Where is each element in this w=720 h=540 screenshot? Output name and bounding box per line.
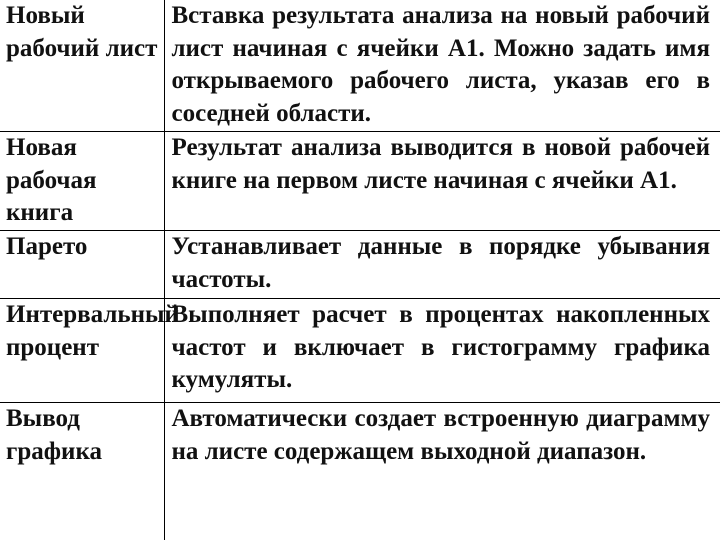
option-name: Интервальный процент [0,299,164,403]
option-name: Вывод графика [0,403,164,540]
option-description: Вставка результата анализа на новый рабочий лист начиная с ячейки А1. Можно задать имя открываемого рабочего листа, указав его в соседней области. [164,0,720,132]
option-description: Автоматически создает встроенную диаграмму на листе содержащем выходной диапазон. [164,403,720,540]
table-row [0,403,720,540]
table-row [0,132,720,231]
table-row [0,299,720,403]
option-name: Новая рабочая книга [0,132,164,231]
option-description: Выполняет расчет в процентах накопленных частот и включает в гистограмму графика кумуляты. [164,299,720,403]
option-name: Парето [0,231,164,299]
table-row [0,231,720,299]
option-description: Устанавливает данные в порядке убывания частоты. [164,231,720,299]
option-name: Новый рабочий лист [0,0,164,132]
option-description: Результат анализа выводится в новой рабочей книге на первом листе начиная с ячейки А1. [164,132,720,231]
table-row [0,0,720,132]
